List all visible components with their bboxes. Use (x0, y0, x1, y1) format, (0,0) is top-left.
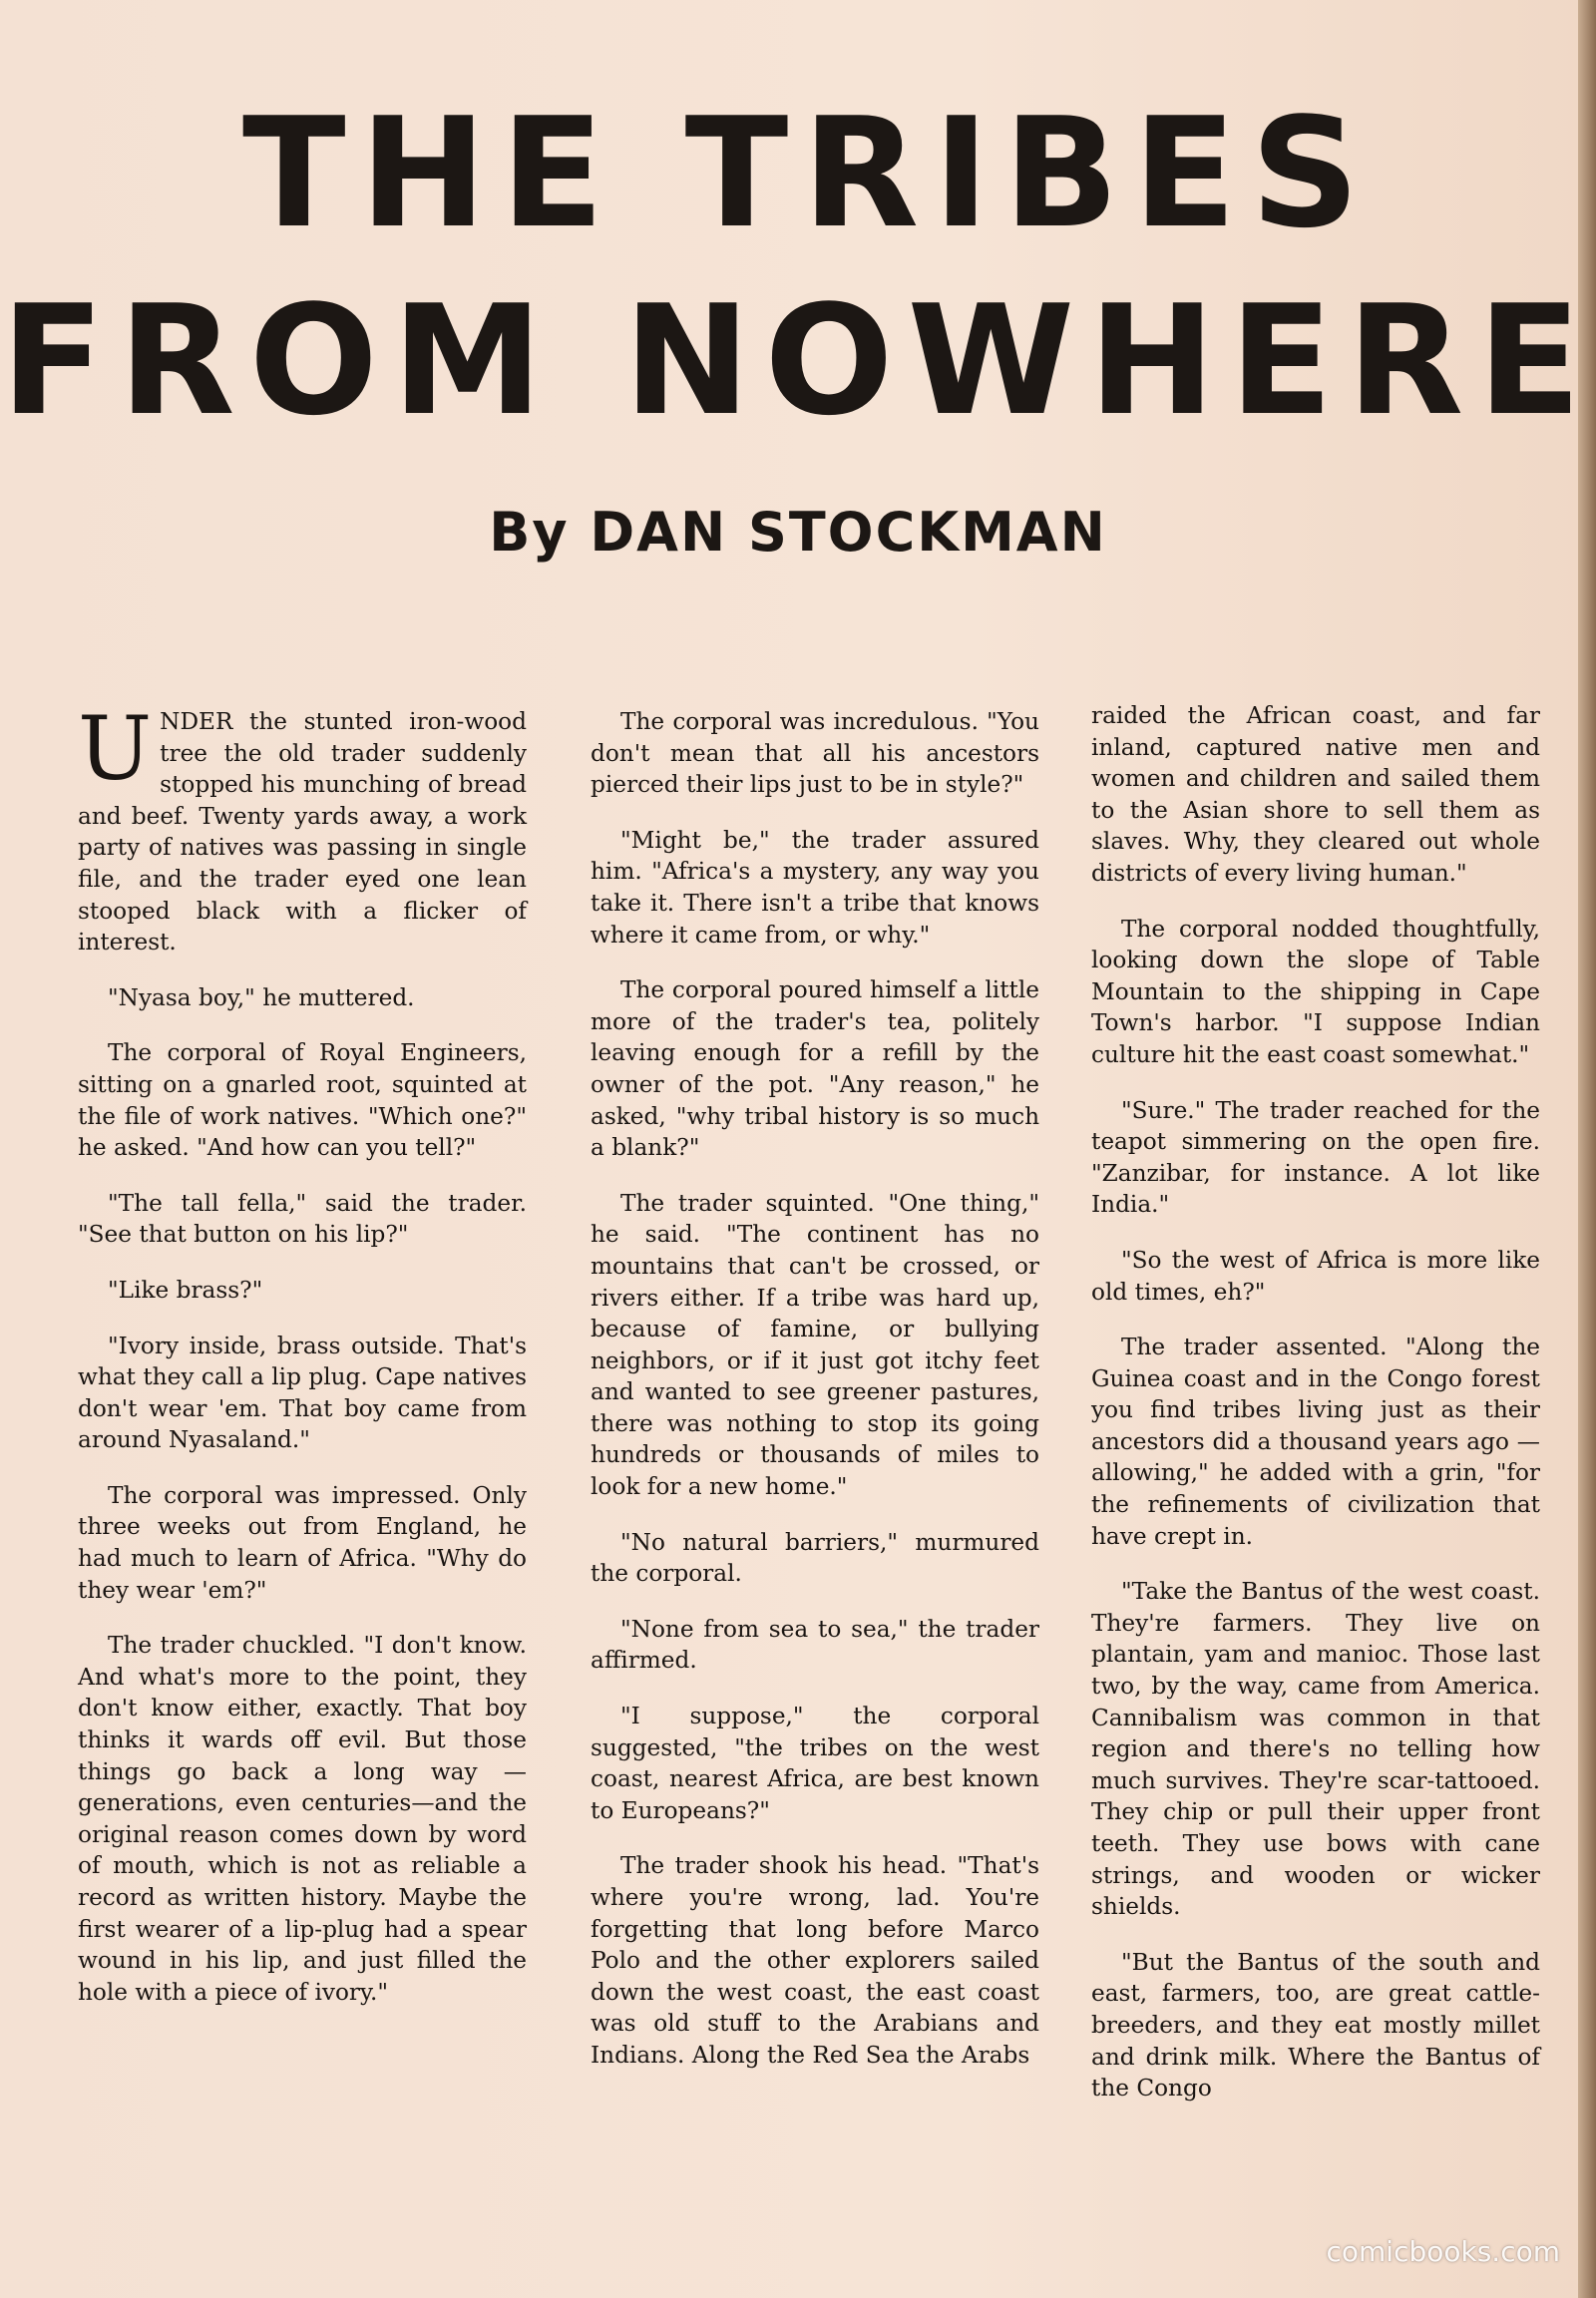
paragraph: The corporal was impressed. Only three weeks out from England, he had much to learn of Africa. "Why do they wear 'em?" (78, 1481, 527, 1604)
paragraph: "Ivory inside, brass outside. That's what they call a lip plug. Cape natives don't wear 'em. That boy came from around Nyasaland." (78, 1332, 527, 1454)
article-column-1 (78, 697, 527, 2032)
paragraph-text: NDER the stunted iron-wood tree the old trader suddenly stopped his munching of bread and beef. Twenty yards away, a work party of natives was passing in single file, and the trader eyed one lean stooped black with a flicker of interest. (78, 708, 527, 957)
paragraph: The corporal was incredulous. "You don't mean that all his ancestors pierced their lips just to be in style?" (591, 708, 1039, 799)
paragraph: raided the African coast, and far inland, captured native men and women and children and sailed them to the Asian shore to sell them as slaves. Why, they cleared out whole districts of every living human." (1091, 702, 1540, 887)
paragraph: "Like brass?" (108, 1276, 263, 1304)
paragraph: The corporal of Royal Engineers, sitting on a gnarled root, squinted at the file of work natives. "Which one?" he asked. "And how can you tell?" (78, 1039, 527, 1162)
article-column-3 (1091, 700, 1540, 2128)
paragraph: The trader assented. "Along the Guinea coast and in the Congo forest you find tribes living just as their ancestors did a thousand years ago — allowing," he added with a grin, "for the refinements of civilization that have crept in. (1091, 1334, 1540, 1550)
watermark: comicbooks.com (1326, 2235, 1560, 2268)
paragraph: The trader chuckled. "I don't know. And what's more to the point, they don't know either, exactly. That boy thinks it wards off evil. But those things go back a long way — generations, even centuries—and the original reason comes down by word of mouth, which is not as reliable a record as written history. Maybe the first wearer of a lip-plug had a spear wound in his lip, and just filled the hole with a piece of ivory." (78, 1632, 527, 2006)
paragraph: The corporal poured himself a little more of the trader's tea, politely leaving enough for a refill by the owner of the pot. "Any reason," he asked, "why tribal history is so much a blank?" (591, 976, 1039, 1162)
paragraph: "No natural barriers," murmured the corporal. (591, 1528, 1039, 1588)
title-line-2: FROM NOWHERE (0, 272, 1596, 449)
paragraph: "The tall fella," said the trader. "See that button on his lip?" (78, 1189, 527, 1249)
paragraph: The corporal nodded thoughtfully, looking down the slope of Table Mountain to the shipping in Cape Town's harbor. "I suppose Indian culture hit the east coast somewhat." (1091, 915, 1540, 1068)
paragraph: The trader squinted. "One thing," he said. "The continent has no mountains that can't be crossed, or rivers either. If a tribe was hard up, because of famine, or bullying neighbors, or if it just got itchy feet and wanted to see greener pastures, there was nothing to stop its going hundreds or thousands of miles to look for a new home." (591, 1189, 1039, 1501)
paragraph: "I suppose," the corporal suggested, "the tribes on the west coast, nearest Africa, are best known to Europeans?" (591, 1703, 1039, 1824)
article-column-2 (591, 706, 1039, 2096)
paragraph: "Nyasa boy," he muttered. (108, 983, 415, 1011)
title-line-1: THE TRIBES (241, 85, 1375, 261)
paragraph: "But the Bantus of the south and east, farmers, too, are great cattle-breeders, and they eat mostly millet and drink milk. Where the Bantus of the Congo (1091, 1948, 1540, 2103)
paragraph: "None from sea to sea," the trader affirmed. (591, 1615, 1039, 1675)
paragraph (78, 697, 527, 958)
paragraph: "Take the Bantus of the west coast. They're farmers. They live on plantain, yam and manioc. Those last two, by the way, came from America. Cannibalism was common in that region and there's no telling how much survives. They're scar-tattooed. They chip or pull their upper front teeth. They use bows with cane strings, and wooden or wicker shields. (1091, 1578, 1540, 1921)
paragraph: "Might be," the trader assured him. "Africa's a mystery, any way you take it. There isn't a tribe that knows where it came from, or why." (591, 826, 1039, 949)
paragraph: "So the west of Africa is more like old times, eh?" (1091, 1246, 1540, 1306)
paragraph: The trader shook his head. "That's where you're wrong, lad. You're forgetting that long before Marco Polo and the other explorers sailed down the west coast, the east coast was old stuff to the Arabians and Indians. Along the Red Sea the Arabs (591, 1852, 1039, 2069)
paragraph: "Sure." The trader reached for the teapot simmering on the open fire. "Zanzibar, for instance. A lot like India." (1091, 1096, 1540, 1219)
byline: By DAN STOCKMAN (489, 501, 1107, 564)
drop-cap: U (78, 697, 153, 800)
